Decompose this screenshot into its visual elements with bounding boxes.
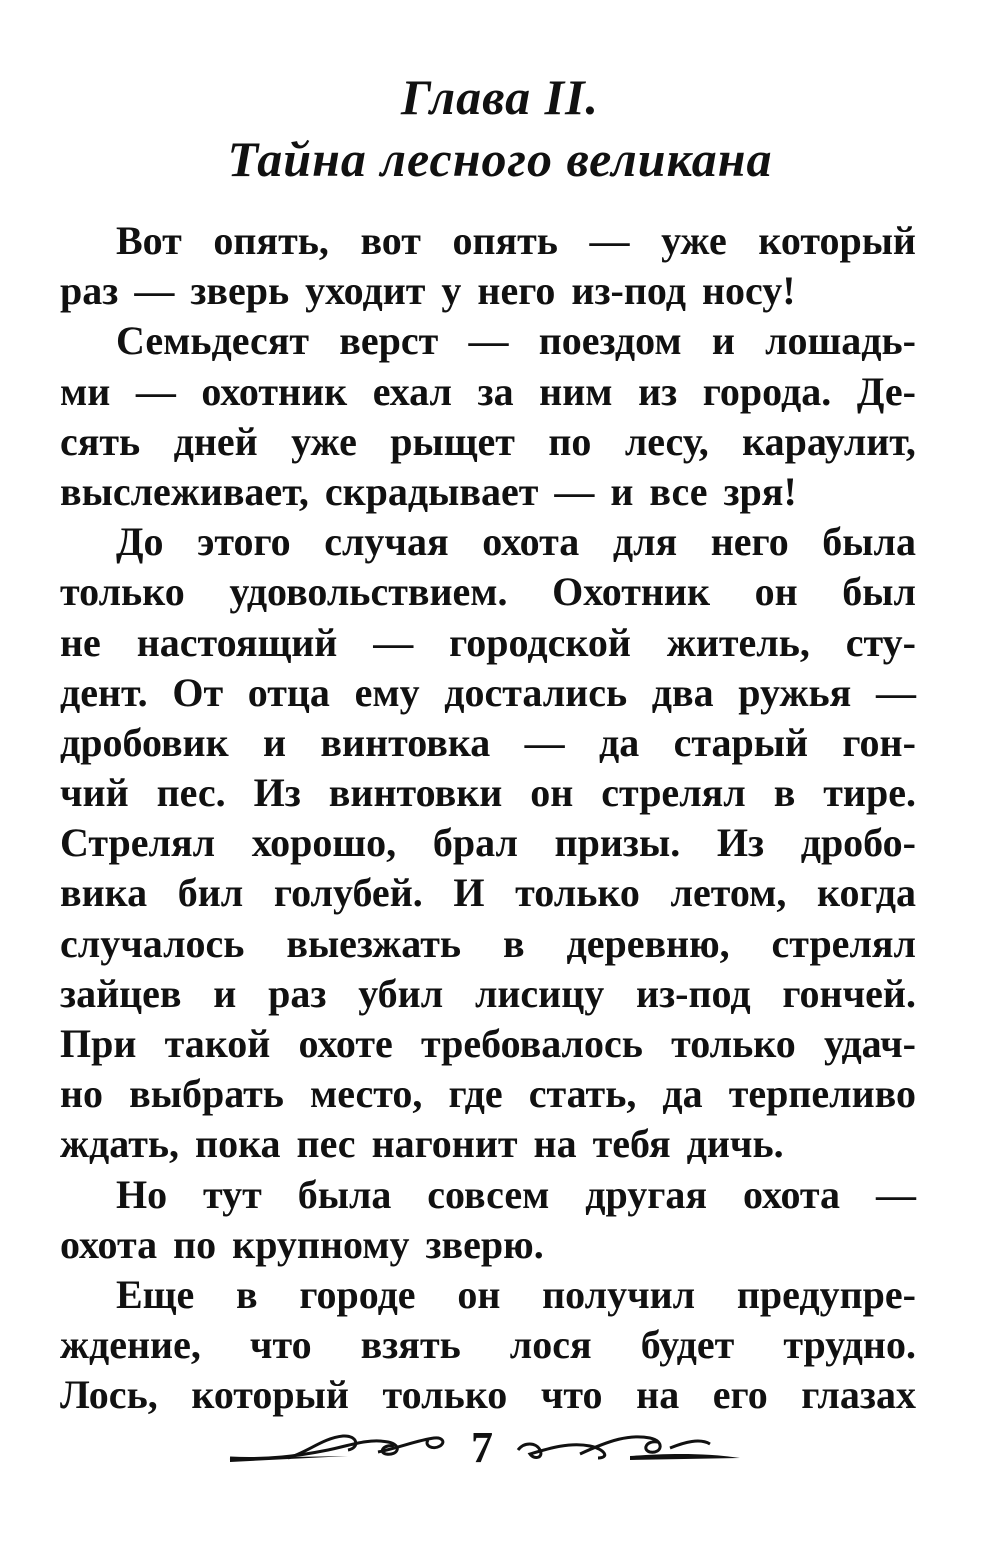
text-line	[60, 517, 916, 567]
word: зря!	[723, 468, 797, 514]
word: —	[589, 218, 630, 263]
word: раз	[60, 268, 119, 314]
word: При	[60, 1021, 137, 1066]
word: терпеливо	[728, 1071, 916, 1117]
word: Из	[716, 820, 765, 866]
word: по	[548, 418, 592, 464]
word: его	[712, 1372, 768, 1418]
text-line	[60, 1069, 916, 1119]
word: другая	[585, 1171, 708, 1217]
word: —	[875, 1171, 916, 1217]
text-line	[60, 718, 916, 768]
word: крупному	[232, 1221, 410, 1267]
text-line	[60, 818, 916, 868]
word: зверь	[190, 268, 290, 314]
word: охота	[60, 1221, 158, 1267]
word: летом,	[670, 870, 787, 916]
word: дичь.	[686, 1121, 784, 1167]
word: вот	[360, 218, 421, 263]
word: уже	[291, 418, 357, 464]
word: зайцев	[60, 970, 182, 1016]
word: да	[599, 719, 640, 765]
word: охота	[742, 1171, 841, 1217]
word: только	[515, 870, 640, 916]
word: —	[875, 669, 916, 715]
word: он	[754, 569, 798, 615]
word: городской	[449, 619, 631, 665]
word: До	[116, 519, 164, 565]
word: когда	[817, 870, 916, 916]
word: все	[649, 468, 708, 514]
word: Охотник	[552, 569, 710, 615]
word: будет	[640, 1322, 735, 1368]
word: выбрать	[129, 1071, 284, 1117]
word: на	[533, 1121, 577, 1167]
word: только	[60, 569, 185, 615]
word: охота	[482, 519, 580, 565]
word: скрадывает	[324, 468, 539, 514]
word: ему	[354, 669, 420, 715]
word: Де-	[856, 368, 916, 414]
word: Из	[253, 770, 301, 816]
body-text	[60, 216, 916, 1421]
word: ним	[539, 368, 613, 414]
word: только	[671, 1021, 796, 1066]
word: глазах	[801, 1372, 916, 1418]
word: —	[134, 268, 175, 314]
word: Вот	[116, 218, 182, 263]
word: —	[373, 619, 414, 665]
word: винтовки	[328, 770, 503, 816]
word: дент.	[60, 669, 148, 715]
word: из-под	[571, 268, 686, 314]
word: в	[502, 920, 525, 966]
word: нагонит	[371, 1121, 518, 1167]
text-line	[60, 417, 916, 467]
word: охоте	[298, 1021, 393, 1066]
text-line	[60, 1119, 916, 1169]
word: не	[60, 619, 101, 665]
page-footer	[0, 1418, 1000, 1488]
word: —	[135, 368, 176, 414]
word: От	[172, 669, 224, 715]
word: случалось	[60, 920, 245, 966]
word: него	[710, 519, 789, 565]
word: взять	[360, 1322, 461, 1368]
word: лесу,	[624, 418, 709, 464]
word: что	[249, 1322, 312, 1368]
word: что	[540, 1372, 603, 1418]
word: да	[662, 1071, 703, 1117]
word: этого	[197, 519, 291, 565]
word: получил	[542, 1271, 696, 1317]
word: дробо-	[800, 820, 916, 866]
word: и	[711, 318, 735, 364]
word: достались	[444, 669, 628, 715]
word: зверю.	[425, 1221, 544, 1267]
text-line	[60, 1220, 916, 1270]
word: тебя	[592, 1121, 671, 1167]
word: но	[60, 1071, 104, 1117]
word: городе	[299, 1271, 416, 1317]
word: уже	[661, 218, 727, 263]
word: удовольствием.	[229, 569, 508, 615]
word: убил	[358, 970, 444, 1016]
text-line	[60, 618, 916, 668]
word: дробовик	[60, 719, 229, 765]
word: него	[477, 268, 556, 314]
word: стать,	[528, 1071, 637, 1117]
word: житель,	[666, 619, 810, 665]
word: призы.	[554, 820, 681, 866]
word: сять	[60, 418, 141, 464]
word: у	[441, 268, 462, 314]
word: выезжать	[286, 920, 462, 966]
word: был	[842, 569, 916, 615]
word: на	[636, 1372, 680, 1418]
word: носу!	[701, 268, 796, 314]
word: опять	[452, 218, 558, 263]
page-number: 7	[471, 1423, 493, 1472]
text-line	[60, 768, 916, 818]
word: и	[213, 970, 237, 1016]
text-line	[60, 567, 916, 617]
word: была	[822, 519, 916, 565]
word: настоящий	[136, 619, 338, 665]
word: он	[457, 1271, 501, 1317]
word: хорошо,	[251, 820, 397, 866]
text-line	[60, 1019, 916, 1069]
text-line	[60, 969, 916, 1019]
word: где	[448, 1071, 503, 1117]
text-line	[60, 668, 916, 718]
word: ждать,	[60, 1121, 180, 1167]
chapter-title: Тайна лесного великана	[227, 131, 773, 187]
word: голубей.	[273, 870, 423, 916]
word: трудно.	[783, 1322, 916, 1368]
word: Стрелял	[60, 820, 216, 866]
word: предупре-	[736, 1271, 916, 1317]
word: только	[382, 1372, 508, 1418]
text-line	[60, 266, 916, 316]
word: место,	[310, 1071, 423, 1117]
word: ружья	[738, 669, 852, 715]
word: пес	[296, 1121, 356, 1167]
word: для	[612, 519, 678, 565]
text-line	[60, 1320, 916, 1370]
word: лисицу	[474, 970, 605, 1016]
word: гончей.	[782, 970, 916, 1016]
word: из	[638, 368, 678, 414]
word: он	[530, 770, 574, 816]
word: ждение,	[60, 1322, 201, 1368]
word: требовалось	[420, 1021, 643, 1066]
word: дней	[173, 418, 258, 464]
text-line	[60, 1370, 916, 1420]
word: —	[554, 468, 595, 514]
word: тут	[203, 1171, 262, 1217]
text-line	[60, 367, 916, 417]
word: пес.	[156, 770, 226, 816]
word: чий	[60, 770, 129, 816]
text-line	[60, 1270, 916, 1320]
word: старый	[673, 719, 809, 765]
word: стрелял	[601, 770, 746, 816]
word: пока	[195, 1121, 281, 1167]
word: который	[758, 218, 916, 263]
word: охотник	[201, 368, 348, 414]
text-line	[60, 316, 916, 366]
word: стрелял	[771, 920, 916, 966]
word: в	[235, 1271, 258, 1317]
word: лося	[509, 1322, 592, 1368]
word: лошадь-	[765, 318, 916, 364]
word: караулит,	[742, 418, 916, 464]
word: гон-	[842, 719, 916, 765]
word: сту-	[845, 619, 916, 665]
word: случая	[324, 519, 449, 565]
word: который	[191, 1372, 349, 1418]
chapter-heading	[0, 66, 1000, 190]
word: выслеживает,	[60, 468, 309, 514]
word: Но	[116, 1171, 168, 1217]
word: ехал	[372, 368, 452, 414]
word: Семьдесят	[116, 318, 310, 364]
word: удач-	[823, 1021, 916, 1066]
word: по	[173, 1221, 217, 1267]
word: ми	[60, 368, 111, 414]
text-line	[60, 467, 916, 517]
word: Лось,	[60, 1372, 158, 1418]
text-line	[60, 868, 916, 918]
word: тире.	[823, 770, 916, 816]
flourish-ornament-right-icon	[510, 1428, 742, 1473]
word: —	[468, 318, 509, 364]
word: рыщет	[390, 418, 515, 464]
word: уходит	[305, 268, 426, 314]
flourish-ornament-left-icon	[228, 1428, 450, 1473]
word: Еще	[116, 1271, 195, 1317]
word: совсем	[427, 1171, 550, 1217]
word: в	[773, 770, 796, 816]
word: была	[297, 1171, 392, 1217]
text-line	[60, 216, 916, 266]
word: такой	[164, 1021, 271, 1066]
word: отца	[247, 669, 330, 715]
word: и	[610, 468, 634, 514]
text-line	[60, 919, 916, 969]
word: города.	[702, 368, 832, 414]
word: из-под	[636, 970, 751, 1016]
word: два	[651, 669, 714, 715]
chapter-number: Глава II.	[400, 69, 600, 125]
word: деревню,	[566, 920, 730, 966]
word: и	[263, 719, 287, 765]
word: вика	[60, 870, 148, 916]
word: —	[524, 719, 565, 765]
word: опять,	[213, 218, 329, 263]
word: винтовка	[320, 719, 491, 765]
word: брал	[432, 820, 518, 866]
word: раз	[268, 970, 327, 1016]
word: И	[453, 870, 485, 916]
word: верст	[339, 318, 439, 364]
word: поездом	[538, 318, 682, 364]
word: за	[477, 368, 514, 414]
word: бил	[177, 870, 244, 916]
text-line	[60, 1170, 916, 1220]
